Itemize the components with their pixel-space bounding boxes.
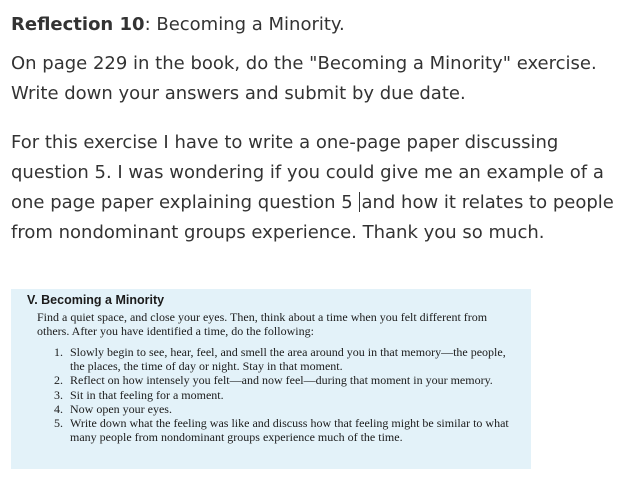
post-content bbox=[11, 12, 637, 248]
list-item-text: Now open your eyes. bbox=[70, 401, 172, 416]
list-item-text: Write down what the feeling was like and discuss how that feeling might be similar to what many people from nondominant groups experience much of the time. bbox=[70, 416, 509, 445]
list-item bbox=[27, 416, 521, 444]
list-item bbox=[27, 402, 521, 416]
post-title-bold: Reflection 10 bbox=[11, 14, 145, 35]
question-text[interactable] bbox=[11, 128, 637, 248]
question-text-before-cursor: For this exercise I have to write a one-page paper discussing question 5. I was wondering if you could give me an example of a one page paper explaining question 5 bbox=[11, 132, 604, 213]
list-item-text: Slowly begin to see, hear, feel, and smell the area around you in that memory—the people, the places, the time of day or night. Stay in that moment. bbox=[70, 345, 506, 374]
post-title-rest: : Becoming a Minority. bbox=[144, 14, 345, 35]
question-text-after-cursor: and how it relates to people from nondominant groups experience. Thank you so much. bbox=[11, 192, 614, 243]
list-item-number: 5. bbox=[54, 416, 63, 431]
book-excerpt-image bbox=[11, 289, 531, 469]
list-item-number: 2. bbox=[54, 373, 63, 388]
book-excerpt-heading: V. Becoming a Minority bbox=[27, 293, 165, 307]
assignment-instructions: On page 229 in the book, do the "Becoming a Minority" exercise. Write down your answers and submit by due date. bbox=[11, 53, 597, 104]
list-item-number: 4. bbox=[54, 401, 63, 416]
list-item-number: 3. bbox=[54, 387, 63, 402]
list-item-number: 1. bbox=[54, 345, 63, 359]
list-item bbox=[27, 388, 521, 402]
book-excerpt-intro: Find a quiet space, and close your eyes. Then, think about a time when you felt different from others. After you have identified a time, do the following: bbox=[37, 310, 488, 338]
post-title bbox=[11, 12, 637, 38]
list-item-text: Sit in that feeling for a moment. bbox=[70, 387, 224, 402]
list-item bbox=[27, 345, 521, 373]
list-item-text: Reflect on how intensely you felt—and now feel—during that moment in your memory. bbox=[70, 373, 493, 388]
book-excerpt-steps bbox=[27, 345, 521, 444]
list-item bbox=[27, 373, 521, 387]
